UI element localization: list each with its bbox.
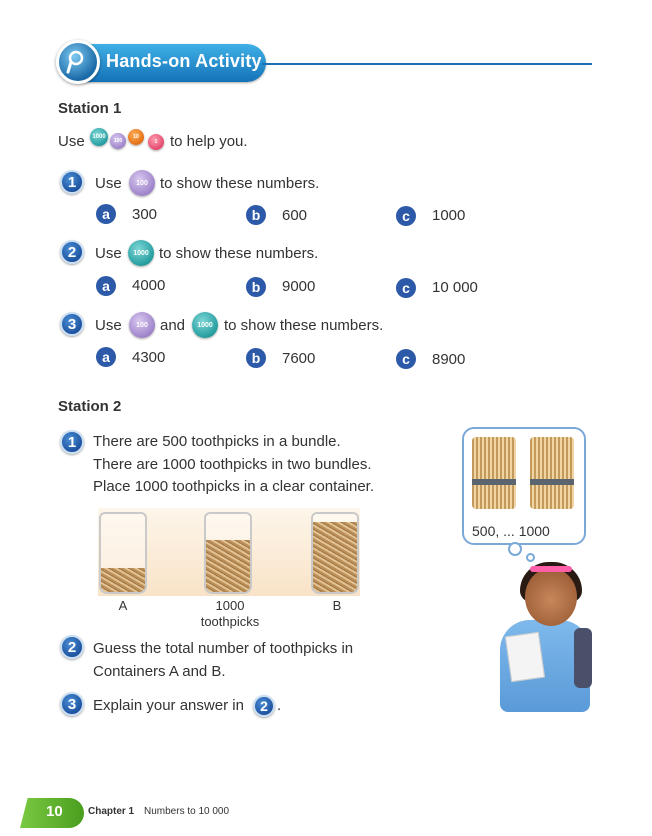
s2-q1-line-2: There are 1000 toothpicks in two bundles. — [93, 456, 372, 473]
question-2-number: 2 — [60, 240, 84, 264]
thought-bubble — [462, 427, 586, 545]
toothpick-bundle-image — [472, 437, 516, 509]
item-value: 10 000 — [432, 279, 478, 296]
station2-title: Station 2 — [58, 398, 122, 415]
page-title: Hands-on Activity — [106, 51, 262, 71]
item-value: 1000 — [432, 207, 466, 224]
item-letter-a: a — [96, 347, 116, 367]
thought-circle — [526, 553, 535, 562]
item-letter-b: b — [246, 277, 266, 297]
disc-100-icon: 100 — [110, 133, 126, 149]
q3-prefix: Use — [95, 317, 122, 334]
s2-q2-line-1: Guess the total number of toothpicks in — [93, 640, 354, 657]
item-letter-a: a — [96, 276, 116, 296]
header-divider — [262, 63, 592, 65]
container-a-label: A — [118, 598, 128, 613]
item-value: 4300 — [132, 349, 166, 366]
item-value: 300 — [132, 206, 158, 223]
q2-prefix: Use — [95, 245, 122, 262]
container-middle — [204, 512, 252, 594]
bubble-text: 500, ... 1000 — [472, 523, 550, 539]
question-1-number: 1 — [60, 430, 84, 454]
item-letter-a: a — [96, 204, 116, 224]
chapter-label: Chapter 1 — [88, 806, 135, 817]
s2-q1-line-1: There are 500 toothpicks in a bundle. — [93, 433, 341, 450]
container-b-label: B — [332, 598, 342, 613]
disc-1000-icon: 1000 — [192, 312, 218, 338]
station1-title: Station 1 — [58, 100, 122, 117]
container-a — [99, 512, 147, 594]
item-letter-b: b — [246, 348, 266, 368]
container-middle-label-2: toothpicks — [200, 614, 260, 629]
item-letter-c: c — [396, 349, 416, 369]
item-value: 4000 — [132, 277, 166, 294]
q2-suffix: to show these numbers. — [159, 245, 319, 262]
girl-headband — [530, 566, 572, 572]
book-image — [505, 632, 545, 682]
station1-intro-suffix: to help you. — [170, 133, 248, 150]
reference-number-2: 2 — [253, 695, 275, 717]
q3-conjunction: and — [160, 317, 186, 334]
chapter-title: Numbers to 10 000 — [144, 806, 230, 817]
container-middle-label-1: 1000 — [215, 598, 245, 613]
disc-100-icon: 100 — [129, 170, 155, 196]
disc-1000-icon: 1000 — [128, 240, 154, 266]
s2-q1-line-3: Place 1000 toothpicks in a clear container. — [93, 478, 375, 495]
disc-1000-icon: 1000 — [90, 128, 108, 146]
q1-suffix: to show these numbers. — [160, 175, 320, 192]
container-b — [311, 512, 359, 594]
item-letter-c: c — [396, 278, 416, 298]
girl-face — [525, 568, 577, 626]
toothpick-bundle-image — [530, 437, 574, 509]
question-3-number: 3 — [60, 312, 84, 336]
item-letter-b: b — [246, 205, 266, 225]
activity-icon — [56, 40, 100, 84]
disc-10-icon: 10 — [128, 129, 144, 145]
item-value: 600 — [282, 207, 308, 224]
item-value: 7600 — [282, 350, 316, 367]
q1-prefix: Use — [95, 175, 122, 192]
s2-q3-text: Explain your answer in — [93, 697, 244, 714]
item-value: 9000 — [282, 278, 316, 295]
item-value: 8900 — [432, 351, 466, 368]
station1-intro-prefix: Use — [58, 133, 85, 150]
question-1-number: 1 — [60, 170, 84, 194]
item-letter-c: c — [396, 206, 416, 226]
thought-circle — [508, 542, 522, 556]
page-number: 10 — [46, 803, 63, 820]
q3-suffix: to show these numbers. — [224, 317, 384, 334]
question-2-number: 2 — [60, 635, 84, 659]
s2-q3-end: . — [277, 697, 282, 714]
backpack-strap — [574, 628, 592, 688]
disc-1-icon: 1 — [148, 134, 164, 150]
disc-100-icon: 100 — [129, 312, 155, 338]
s2-q2-line-2: Containers A and B. — [93, 663, 226, 680]
question-3-number: 3 — [60, 692, 84, 716]
